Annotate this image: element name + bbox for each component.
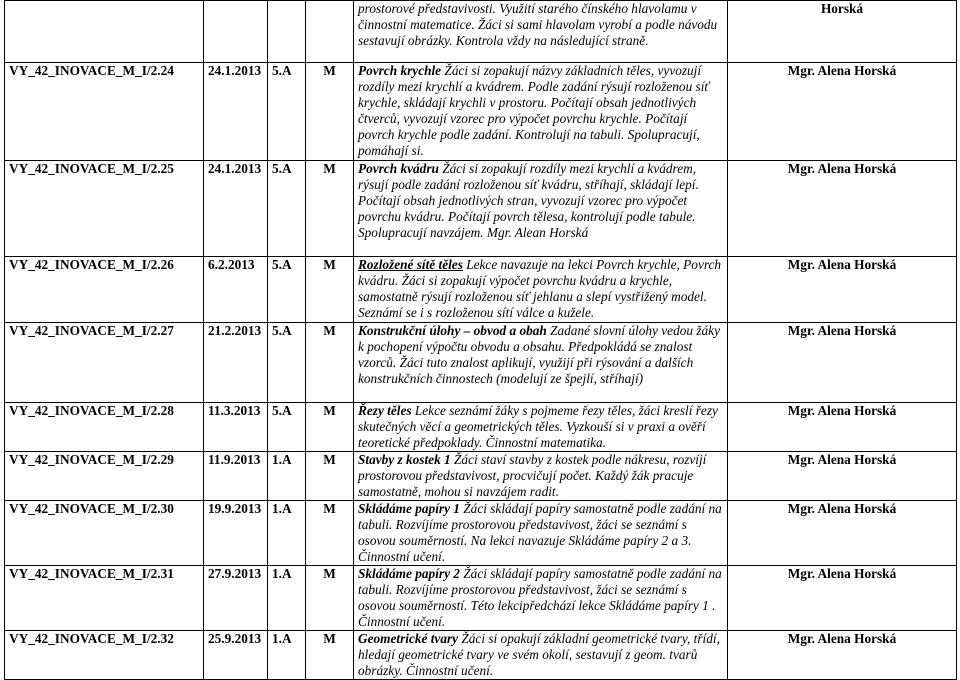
date-cell: 11.3.2013 [204, 403, 268, 452]
description-cell [354, 566, 728, 631]
table-row [5, 566, 957, 631]
date-cell [204, 1, 268, 63]
date-cell: 6.2.2013 [204, 257, 268, 323]
date-cell: 27.9.2013 [204, 566, 268, 631]
code-cell: VY_42_INOVACE_M_I/2.24 [5, 63, 204, 161]
lesson-text: Žáci staví stavby z kostek podle nákresu, rozvíjí prostorovou představivost, procvičují počet. Každý žák pracuje samostatně, mohou si navzájem radit. [358, 452, 707, 499]
subject-cell [306, 1, 354, 63]
code-cell: VY_42_INOVACE_M_I/2.26 [5, 257, 204, 323]
lesson-text: Žáci si zopakují rozdíly mezi krychlí a kvádrem, rýsují podle zadání rozloženou síť kvádru, stříhají, skládají lepí. Počítají obsah jednotlivých stran, vyvozují vzorec pro výpočet povrchu kvádru. Počítají povrch tělesa, kontrolují podle tabule. Spolupracují navzájem. Mgr. Alean Horská [358, 161, 699, 240]
description-cell [354, 161, 728, 257]
lesson-text: Lekce seznámí žáky s pojmeme řezy těles, žáci kreslí řezy skutečných věcí a geometrických těles. Vyzkouší si v praxi a ověří teoretické předpoklady. Činnostní matematika. [358, 403, 718, 450]
code-cell: VY_42_INOVACE_M_I/2.31 [5, 566, 204, 631]
subject-cell: M [306, 631, 354, 680]
date-cell: 25.9.2013 [204, 631, 268, 680]
lesson-title: Stavby z kostek 1 [358, 452, 451, 467]
subject-cell: M [306, 501, 354, 566]
description-cell [354, 631, 728, 680]
author-cell: Horská [728, 1, 957, 63]
description-cell [354, 501, 728, 566]
description-cell [354, 1, 728, 63]
lesson-text: Zadané slovní úlohy vedou žáky k pochopení výpočtu obvodu a obsahu. Předpokládá se znalost vzorců. Žáci tuto znalost aplikují, využijí při rýsování a dalších konstrukčních činnostech (modelují ze špejlí, stříhají) [358, 323, 720, 386]
table-row [5, 403, 957, 452]
lesson-text: Žáci skládají papíry samostatně podle zadání na tabuli. Rozvíjíme prostorovou představivost, žáci se seznámí s osovou souměrností. Na lekci navazuje Skládáme papíry 2 a 3. Činnostní učení. [358, 501, 722, 564]
table-row [5, 501, 957, 566]
lesson-text: Žáci si opakují základní geometrické tvary, třídí, hledají geometrické tvary ve svém okolí, sestavují z geom. tvarů obrázky. Činnostní učení. [358, 631, 720, 678]
date-cell: 19.9.2013 [204, 501, 268, 566]
description-cell [354, 403, 728, 452]
author-cell: Mgr. Alena Horská [728, 631, 957, 680]
subject-cell: M [306, 63, 354, 161]
lesson-table [4, 0, 957, 680]
class-cell: 5.A [268, 323, 306, 403]
lesson-title: Skládáme papíry 1 [358, 501, 460, 516]
class-cell: 1.A [268, 631, 306, 680]
class-cell: 5.A [268, 403, 306, 452]
subject-cell: M [306, 323, 354, 403]
subject-cell: M [306, 161, 354, 257]
lesson-text: Žáci si zopakují názvy základních těles, vyvozují rozdíly mezi krychlí a kvádrem. Podle zadání rýsují rozloženou síť krychle, skládají krychli v prostoru. Počítají obsah jednotlivých čtverců, vyvozují vzorec pro výpočet povrchu krychle. Počítají povrch krychle podle zadání. Kontrolují na tabuli. Spolupracují, pomáhají si. [358, 63, 710, 158]
class-cell: 1.A [268, 566, 306, 631]
author-cell: Mgr. Alena Horská [728, 452, 957, 501]
class-cell: 5.A [268, 63, 306, 161]
lesson-text: prostorové představivosti. Využití starého čínského hlavolamu v činnostní matematice. Žáci si sami hlavolam vyrobí a podle návodu sestavují obrázky. Kontrola vždy na následující straně. [358, 1, 718, 48]
code-cell [5, 1, 204, 63]
lesson-text: Lekce navazuje na lekci Povrch krychle, Povrch kvádru. Žáci si zopakují výpočet povrchu kvádru a krychle, samostatně rýsují rozloženou síť jehlanu a slepí vystřižený model. Seznámí se i s rozloženou sítí válce a kužele. [358, 257, 722, 320]
subject-cell: M [306, 566, 354, 631]
author-cell: Mgr. Alena Horská [728, 63, 957, 161]
table-row [5, 452, 957, 501]
lesson-title: Rozložené sítě těles [358, 257, 463, 272]
table-row [5, 63, 957, 161]
code-cell: VY_42_INOVACE_M_I/2.29 [5, 452, 204, 501]
description-cell [354, 323, 728, 403]
description-cell [354, 452, 728, 501]
class-cell: 5.A [268, 161, 306, 257]
author-cell: Mgr. Alena Horská [728, 501, 957, 566]
class-cell: 5.A [268, 257, 306, 323]
description-cell [354, 63, 728, 161]
table-row [5, 631, 957, 680]
lesson-title: Skládáme papíry 2 [358, 566, 460, 581]
lesson-title: Povrch kvádru [358, 161, 439, 176]
author-cell: Mgr. Alena Horská [728, 323, 957, 403]
author-cell: Mgr. Alena Horská [728, 403, 957, 452]
date-cell: 24.1.2013 [204, 161, 268, 257]
lesson-title: Geometrické tvary [358, 631, 459, 646]
code-cell: VY_42_INOVACE_M_I/2.28 [5, 403, 204, 452]
author-cell: Mgr. Alena Horská [728, 257, 957, 323]
description-cell [354, 257, 728, 323]
lesson-title: Řezy těles [358, 403, 412, 418]
subject-cell: M [306, 452, 354, 501]
class-cell: 1.A [268, 501, 306, 566]
code-cell: VY_42_INOVACE_M_I/2.32 [5, 631, 204, 680]
code-cell: VY_42_INOVACE_M_I/2.25 [5, 161, 204, 257]
lesson-title: Povrch krychle [358, 63, 442, 78]
subject-cell: M [306, 257, 354, 323]
author-cell: Mgr. Alena Horská [728, 161, 957, 257]
lesson-title: Konstrukční úlohy – obvod a obah [358, 323, 547, 338]
code-cell: VY_42_INOVACE_M_I/2.27 [5, 323, 204, 403]
date-cell: 24.1.2013 [204, 63, 268, 161]
lesson-text: Žáci skládají papíry samostatně podle zadání na tabuli. Rozvíjíme prostorovou představivost, žáci se seznámí s osovou souměrností. Této lekcipředchází lekce Skládáme papíry 1 . Činnostní učení. [358, 566, 722, 629]
table-row [5, 323, 957, 403]
table-row [5, 1, 957, 63]
class-cell [268, 1, 306, 63]
table-row [5, 161, 957, 257]
subject-cell: M [306, 403, 354, 452]
code-cell: VY_42_INOVACE_M_I/2.30 [5, 501, 204, 566]
table-row [5, 257, 957, 323]
author-cell: Mgr. Alena Horská [728, 566, 957, 631]
class-cell: 1.A [268, 452, 306, 501]
date-cell: 21.2.2013 [204, 323, 268, 403]
date-cell: 11.9.2013 [204, 452, 268, 501]
